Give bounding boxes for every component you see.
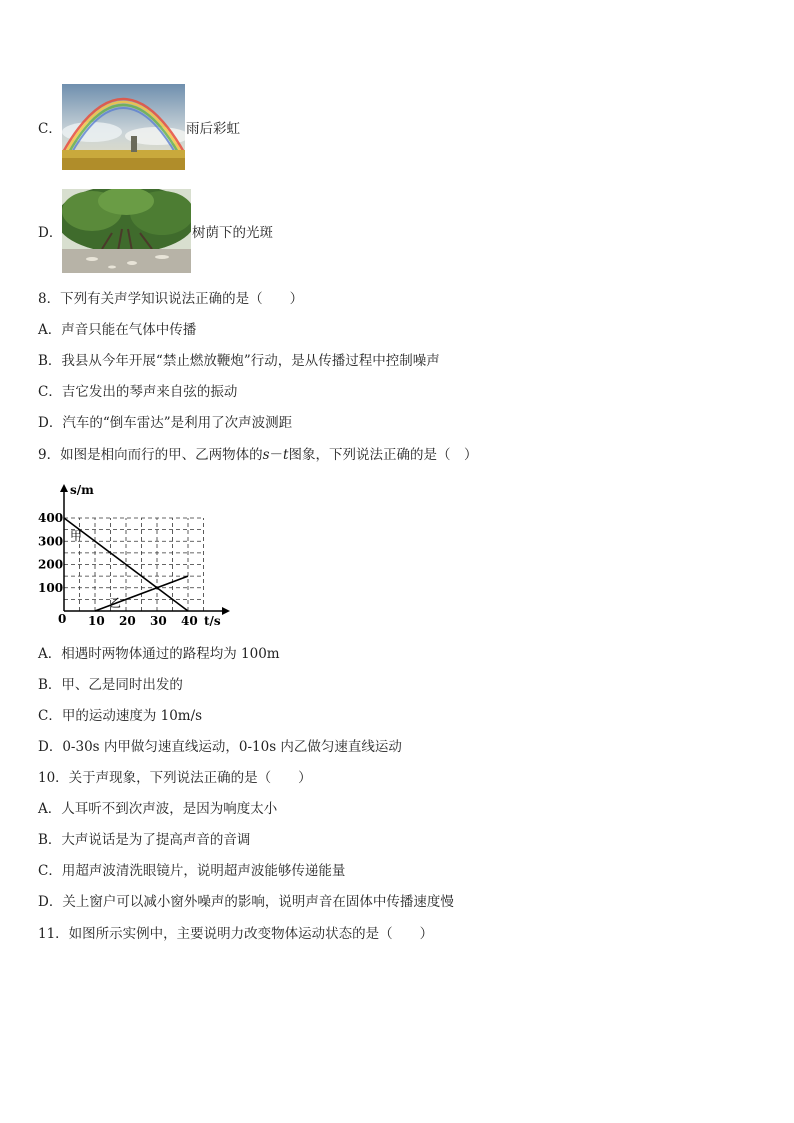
q8-option-b: B．我县从今年开展“禁止燃放鞭炮”行动，是从传播过程中控制噪声 <box>38 353 440 369</box>
q9-stem-dash: － <box>269 447 284 463</box>
x-tick-label: 30 <box>150 614 167 628</box>
series-label: 甲 <box>70 529 83 543</box>
s-t-graph <box>36 478 236 628</box>
x-axis-arrow <box>222 607 230 615</box>
option-d <box>38 189 273 273</box>
tree-shade-photo <box>62 189 191 273</box>
option-c-label: C． <box>38 121 62 137</box>
q9-stem <box>38 446 477 464</box>
q10-option-c: C．用超声波清洗眼镜片，说明超声波能够传递能量 <box>38 863 346 879</box>
q8-stem: 8．下列有关声学知识说法正确的是（ ） <box>38 291 304 307</box>
q10-option-b: B．大声说话是为了提高声音的音调 <box>38 832 251 848</box>
q8-option-d: D．汽车的“倒车雷达”是利用了次声波测距 <box>38 415 293 431</box>
q10-option-d: D．关上窗户可以减小窗外噪声的影响，说明声音在固体中传播速度慢 <box>38 894 454 910</box>
q9-option-b: B．甲、乙是同时出发的 <box>38 677 183 693</box>
rainbow-photo <box>62 84 185 170</box>
x-tick-label: 20 <box>119 614 136 628</box>
q10-option-a: A．人耳听不到次声波，是因为响度太小 <box>38 801 278 817</box>
y-tick-label: 300 <box>38 534 64 549</box>
option-c <box>38 84 240 170</box>
q9-stem-post: 图象，下列说法正确的是（ ） <box>288 447 478 463</box>
x-tick-label: 10 <box>88 614 105 628</box>
option-c-caption: 雨后彩虹 <box>186 121 240 137</box>
q9-stem-t: t <box>283 447 289 463</box>
q10-stem: 10．关于声现象，下列说法正确的是（ ） <box>38 770 312 786</box>
q11-stem: 11．如图所示实例中，主要说明力改变物体运动状态的是（ ） <box>38 926 434 942</box>
y-tick-label: 400 <box>38 511 64 525</box>
origin-label: 0 <box>58 612 67 626</box>
option-d-caption: 树荫下的光斑 <box>192 225 273 241</box>
q8-option-c: C．吉它发出的琴声来自弦的振动 <box>38 384 238 400</box>
q9-stem-s: s <box>262 447 270 463</box>
x-tick-label: 40 <box>181 614 198 628</box>
q9-stem-pre: 9．如图是相向而行的甲、乙两物体的 <box>38 447 263 463</box>
y-tick-label: 200 <box>38 557 64 572</box>
option-d-label: D． <box>38 225 63 241</box>
q9-option-d: D．0-30s 内甲做匀速直线运动，0-10s 内乙做匀速直线运动 <box>38 739 402 755</box>
series-label: 乙 <box>109 596 122 610</box>
x-axis-label: t/s <box>204 614 221 628</box>
q8-option-a: A．声音只能在气体中传播 <box>38 322 197 338</box>
y-axis-label: s/m <box>70 483 94 497</box>
q9-option-c: C．甲的运动速度为 10m/s <box>38 708 203 724</box>
y-tick-label: 100 <box>38 580 64 595</box>
y-axis-arrow <box>60 484 68 492</box>
q9-option-a: A．相遇时两物体通过的路程均为 100m <box>38 646 280 662</box>
